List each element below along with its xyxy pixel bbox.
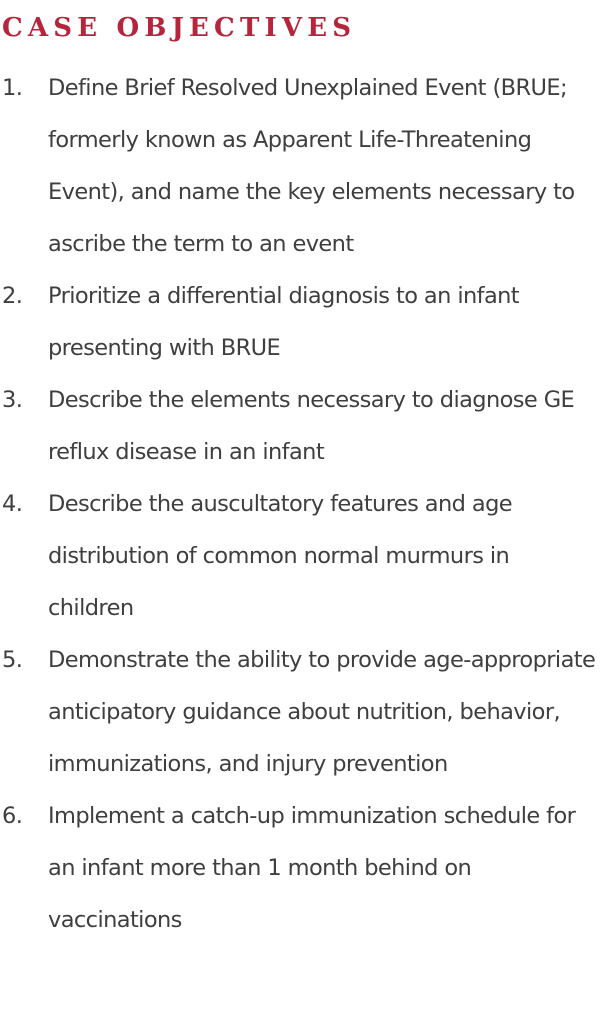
objective-item-6 xyxy=(2,790,600,946)
objective-number: 5. xyxy=(2,647,23,673)
objective-number: 4. xyxy=(2,491,23,517)
objective-number: 6. xyxy=(2,803,23,829)
objective-text: Demonstrate the ability to provide age-appropriate anticipatory guidance about nutrition, behavior, immunizations, and injury prevention xyxy=(48,647,596,777)
objective-text: Describe the auscultatory features and age distribution of common normal murmurs in children xyxy=(48,491,512,621)
objectives-list xyxy=(2,62,600,946)
objective-text: Implement a catch-up immunization schedule for an infant more than 1 month behind on vaccinations xyxy=(48,803,576,933)
section-heading: CASE OBJECTIVES xyxy=(2,13,357,43)
objective-item-2 xyxy=(2,270,600,374)
objective-item-3 xyxy=(2,374,600,478)
objective-text: Prioritize a differential diagnosis to an infant presenting with BRUE xyxy=(48,283,520,361)
objective-item-1 xyxy=(2,62,600,270)
objective-number: 2. xyxy=(2,283,23,309)
objective-number: 1. xyxy=(2,75,23,101)
objective-text: Define Brief Resolved Unexplained Event (BRUE; formerly known as Apparent Life-Threatening Event), and name the key elements necessary to ascribe the term to an event xyxy=(48,75,575,257)
objective-item-4 xyxy=(2,478,600,634)
objective-item-5 xyxy=(2,634,600,790)
objective-text: Describe the elements necessary to diagnose GE reflux disease in an infant xyxy=(48,387,575,465)
objective-number: 3. xyxy=(2,387,23,413)
